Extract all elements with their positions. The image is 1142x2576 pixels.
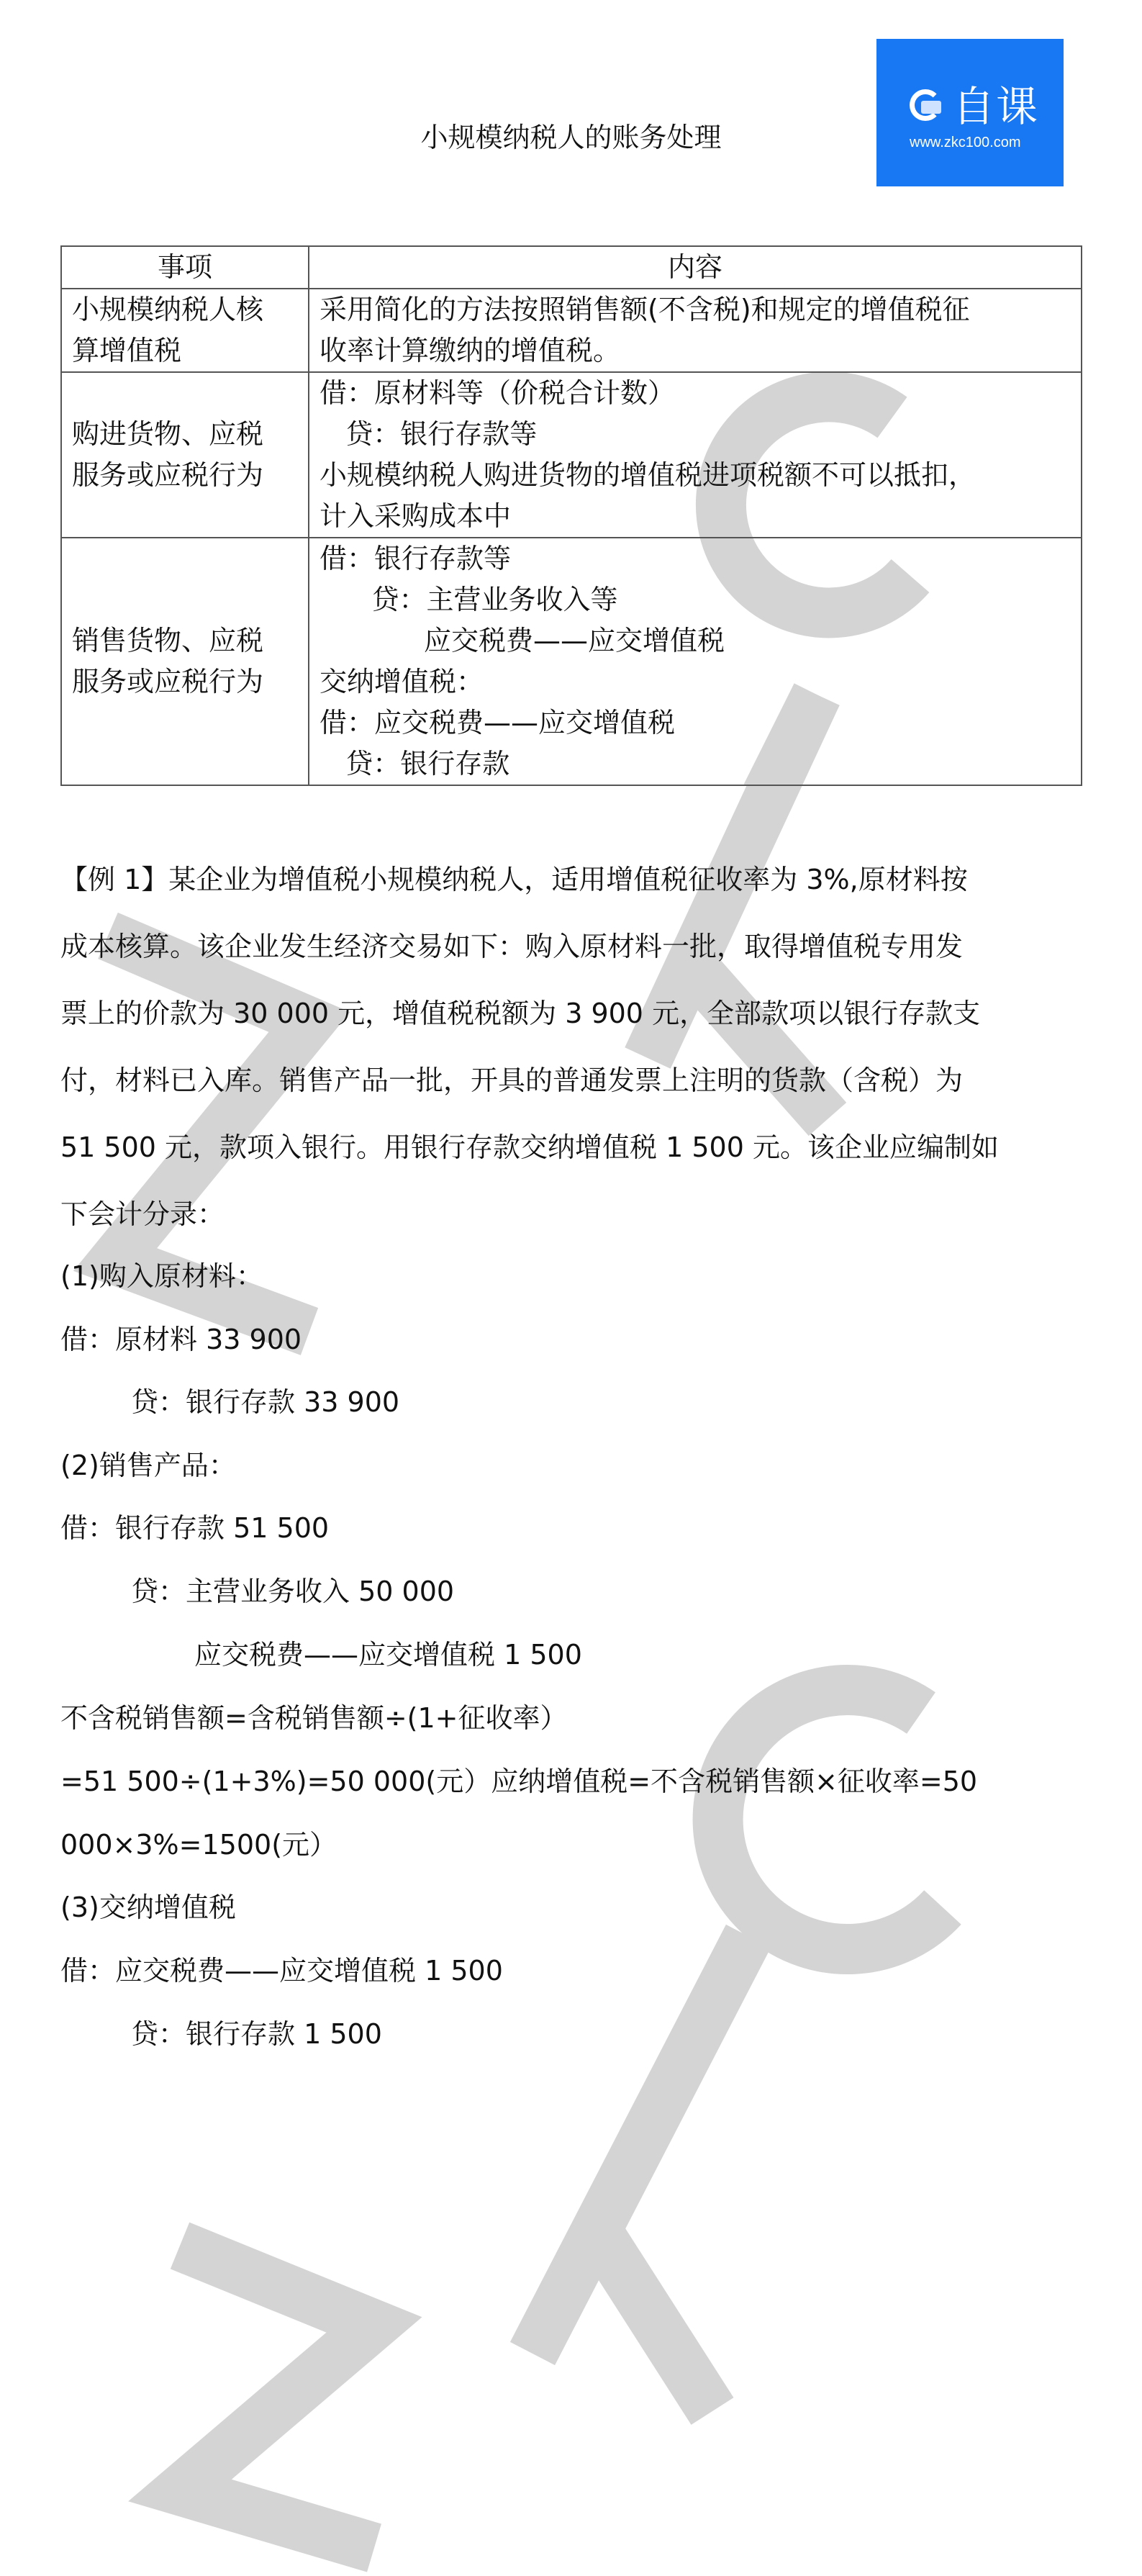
cell-line: 贷：银行存款等 [320, 418, 538, 450]
example-line: 51 500 元，款项入银行。用银行存款交纳增值税 1 500 元。该企业应编制如 [60, 1131, 999, 1163]
zkc-logo [876, 39, 1064, 186]
cell-line: 借：银行存款等 [320, 543, 512, 574]
step2-title: (2)销售产品： [60, 1450, 236, 1481]
formula-line: =51 500÷(1+3%)=50 000(元）应纳增值税=不含税销售额×征收率=50 [60, 1766, 978, 1797]
logo-text: 自课 [953, 82, 1040, 131]
formula-line: 不含税销售额=含税销售额÷(1+征收率） [60, 1702, 568, 1734]
cell-line: 采用简化的方法按照销售额(不含税)和规定的增值税征 [320, 294, 970, 325]
logo-screen-icon [921, 101, 941, 114]
table-row [61, 372, 1082, 538]
cell-line: 借：应交税费——应交增值税 [320, 707, 676, 738]
cell-line: 购进货物、应税 [72, 418, 264, 450]
step2-debit: 借：银行存款 51 500 [60, 1512, 330, 1544]
cell-line: 收率计算缴纳的增值税。 [320, 335, 621, 366]
watermark-c [718, 1690, 943, 1949]
example-line: 票上的价款为 30 000 元，增值税税额为 3 900 元，全部款项以银行存款支 [60, 998, 981, 1029]
cell-line: 交纳增值税： [320, 666, 484, 697]
cell-line: 销售货物、应税 [72, 625, 264, 656]
cell-line: 借：原材料等（价税合计数） [320, 377, 676, 409]
example-line: 成本核算。该企业发生经济交易如下：购入原材料一批，取得增值税专用发 [60, 931, 964, 962]
cell-line: 应交税费——应交增值税 [320, 625, 725, 656]
step1-title: (1)购入原材料： [60, 1260, 263, 1292]
cell-line: 小规模纳税人购进货物的增值税进项税额不可以抵扣， [320, 459, 976, 491]
accounting-table [60, 245, 1082, 786]
step3-debit: 借：应交税费——应交增值税 1 500 [60, 1955, 503, 1987]
row-content [309, 289, 1082, 372]
table-row [61, 538, 1082, 785]
example-line: 付，材料已入库。销售产品一批，开具的普通发票上注明的货款（含税）为 [60, 1065, 964, 1096]
cell-line: 计入采购成本中 [320, 500, 512, 532]
cell-line: 算增值税 [72, 335, 182, 366]
header-content: 内容 [309, 246, 1082, 289]
step2-credit: 贷：主营业务收入 50 000 [131, 1576, 455, 1607]
step1-credit: 贷：银行存款 33 900 [131, 1386, 400, 1418]
page-title: 小规模纳税人的账务处理 [420, 122, 722, 153]
cell-line: 贷：银行存款 [320, 748, 510, 779]
header-item: 事项 [61, 246, 309, 289]
step1-debit: 借：原材料 33 900 [60, 1324, 302, 1355]
table-row [61, 289, 1082, 372]
step3-credit: 贷：银行存款 1 500 [131, 2018, 382, 2050]
row-item [61, 538, 309, 785]
cell-line: 服务或应税行为 [72, 666, 264, 697]
row-content [309, 372, 1082, 538]
cell-line: 小规模纳税人核 [72, 294, 264, 325]
row-item [61, 289, 309, 372]
row-content [309, 538, 1082, 785]
cell-line: 贷：主营业务收入等 [320, 584, 618, 615]
step3-title: (3)交纳增值税 [60, 1892, 236, 1923]
cell-line: 服务或应税行为 [72, 459, 264, 491]
table-header-row [61, 246, 1082, 289]
example-line: 【例 1】某企业为增值税小规模纳税人，适用增值税征收率为 3%,原材料按 [60, 864, 968, 895]
formula-line: 000×3%=1500(元） [60, 1829, 337, 1861]
row-item [61, 372, 309, 538]
example-line: 下会计分录： [60, 1198, 225, 1230]
logo-url: www.zkc100.com [910, 135, 1021, 150]
step2-credit: 应交税费——应交增值税 1 500 [194, 1639, 582, 1671]
